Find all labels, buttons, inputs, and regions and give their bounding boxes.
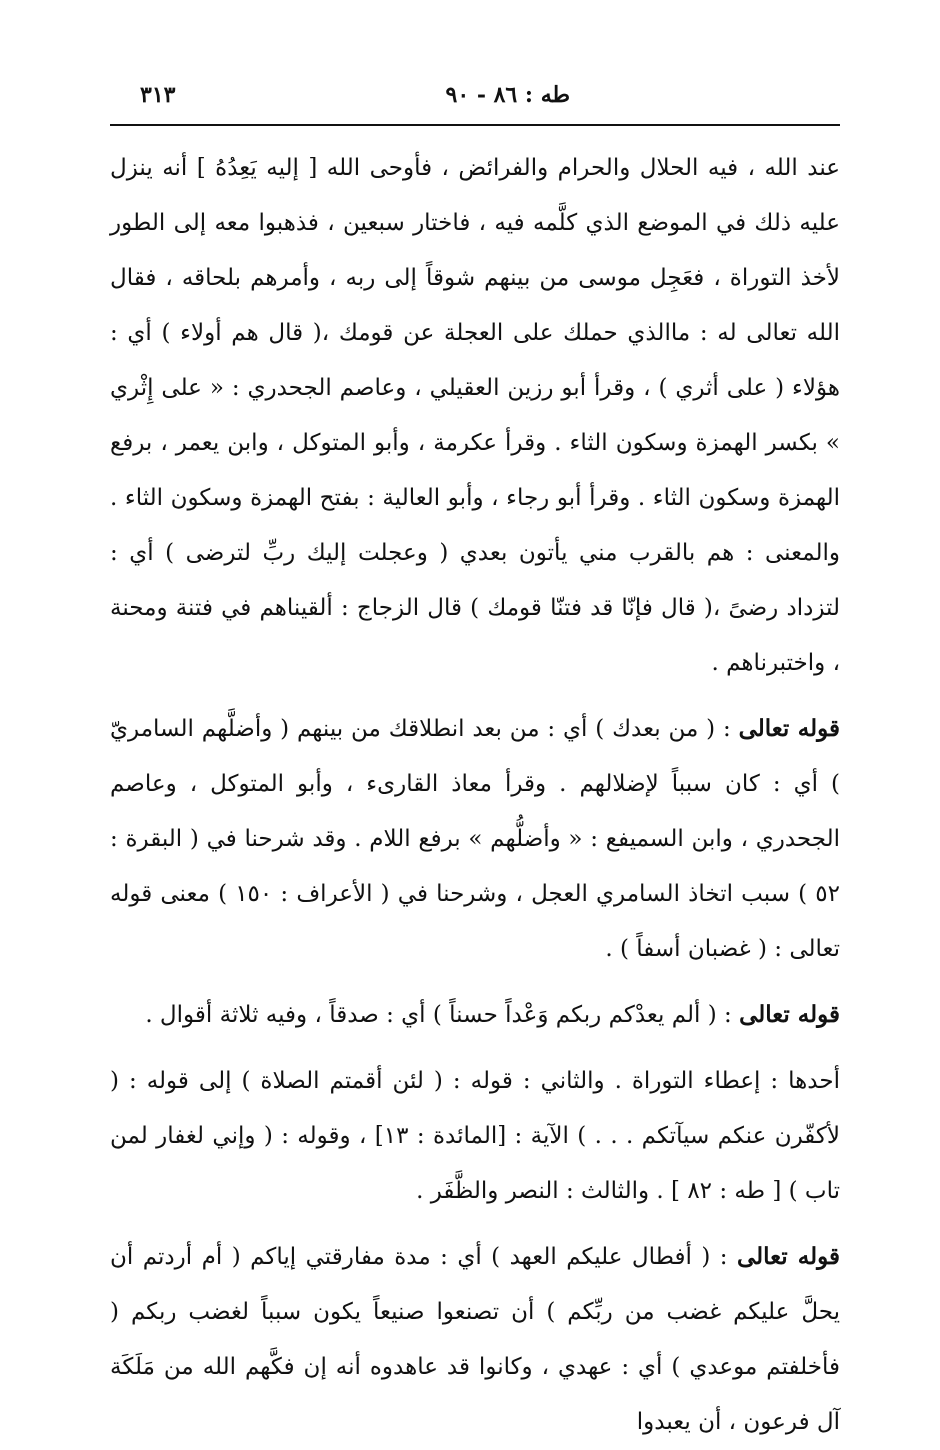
header-rule [110,124,840,126]
paragraph [110,987,840,1043]
paragraph-text: عند الله ، فيه الحلال والحرام والفرائض ، فأوحى الله [ إليه يَعِدُهُ ] أنه ينزل عليه ذلك في الموضع الذي كلَّمه فيه ، فاختار سبعين ، فذهبوا معه إلى الطور لأخذ التوراة ، فعَجِل موسى من بينهم شوقاً إلى ربه ، وأمرهم بلحاقه ، فقال الله تعالى له : ماالذي حملك على العجلة عن قومك ،( قال هم أولاء ) أي : هؤلاء ( على أثري ) ، وقرأ أبو رزين العقيلي ، وعاصم الجحدري : « على إِثْري » بكسر الهمزة وسكون الثاء . وقرأ عكرمة ، وأبو المتوكل ، وابن يعمر ، برفع الهمزة وسكون الثاء . وقرأ أبو رجاء ، وأبو العالية : بفتح الهمزة وسكون الثاء . والمعنى : هم بالقرب مني يأتون بعدي ( وعجلت إليك ربِّ لترضى ) أي : لتزداد رضىً ،( قال فإنّا قد فتنّا قومك ) قال الزجاج : ألقيناهم في فتنة ومحنة ، واختبرناهم . [110,155,840,676]
paragraph-text: أحدها : إعطاء التوراة . والثاني : قوله : ( لئن أقمتم الصلاة ) إلى قوله : ( لأكفّرن عنكم سيآتكم . . . ) الآية : [المائدة : ١٣] ، وقوله : ( وإني لغفار لمن تاب ) [ طه : ٨٢ ] . والثالث : النصر والظَّفَر . [110,1068,841,1204]
paragraph-text: : ( من بعدك ) أي : من بعد انطلاقك من بينهم ( وأضلَّهم السامريّ ) أي : كان سبباً لإضلالهم . وقرأ معاذ القارىء ، وأبو المتوكل ، وعاصم الجحدري ، وابن السميفع : « وأضلُّهم » برفع اللام . وقد شرحنا في ( البقرة : ٥٢ ) سبب اتخاذ السامري العجل ، وشرحنا في ( الأعراف : ١٥٠ ) معنى قوله تعالى : ( غضبان أسفاً ) . [110,716,840,962]
paragraph [110,1053,840,1219]
running-title: طه : ٨٦ - ٩٠ [445,82,570,108]
paragraph-text: : ( أفطال عليكم العهد ) أي : مدة مفارقتي إياكم ( أم أردتم أن يحلَّ عليكم غضب من ربِّكم ) أن تصنعوا صنيعاً يكون سبباً لغضب ربكم ( فأخلفتم موعدي ) أي : عهدي ، وكانوا قد عاهدوه أنه إن فكَّهم الله من مَلَكَة آل فرعون ، أن يعبدوا [110,1244,840,1435]
paragraph [110,701,840,977]
paragraph-lead: قوله تعالى [739,1001,840,1028]
page-header [110,76,840,116]
body-text [110,140,840,1450]
paragraph-text: : ( ألم يعدْكم ربكم وَعْداً حسناً ) أي : صدقاً ، وفيه ثلاثة أقوال . [145,1002,740,1028]
paragraph-lead: قوله تعالى [736,1243,841,1270]
paragraph [110,1229,840,1450]
page-number: ٣١٣ [140,82,176,108]
paragraph [110,140,840,691]
paragraph-lead: قوله تعالى [738,715,841,742]
